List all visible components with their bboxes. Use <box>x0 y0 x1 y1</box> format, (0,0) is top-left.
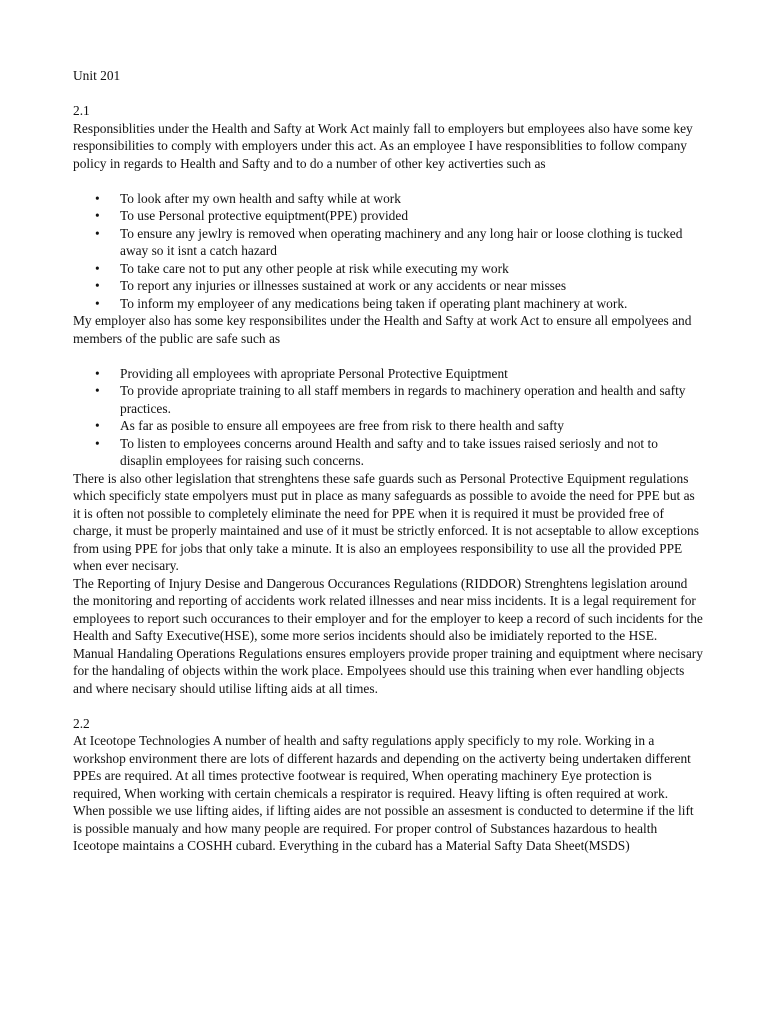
blank-line <box>73 85 703 103</box>
blank-line <box>73 172 703 190</box>
list-item: • Providing all employees with apropriate Personal Protective Equiptment <box>73 365 703 383</box>
manual-handling-paragraph: Manual Handaling Operations Regulations ensures employers provide proper training and equiptment where necisary for the handaling of objects within the work place. Empolyees should use this training when ever handling objects and where necisary should utilise lifting aids at all times. <box>73 645 703 696</box>
list-item: • To take care not to put any other people at risk while executing my work <box>73 260 703 278</box>
list-item: • To ensure any jewlry is removed when operating machinery and any long hair or loose clothing is tucked away so it isnt a catch hazard <box>73 225 703 260</box>
riddor-paragraph: The Reporting of Injury Desise and Dangerous Occurances Regulations (RIDDOR) Strenghtens legislation around the monitoring and reporting of accidents work related illnesses and near miss incidents. It is a legal requirement for employees to report such occurances to their employer and for the employer to keep a record of such incidents for the Health and Safty Executive(HSE), some more serios incidents should also be imidiately reported to the HSE. <box>73 575 703 643</box>
section-2-1-intro: Responsiblities under the Health and Safty at Work Act mainly fall to employers but employees also have some key responsibilities to comply with employers under this act. As an employee I have responsiblities to follow company policy in regards to Health and Safty and to do a number of other key activerties such as <box>73 120 693 171</box>
section-2-2-paragraph: At Iceotope Technologies A number of health and safty regulations apply specificly to my role. Working in a workshop environment there are lots of different hazards and depending on the activerty being undertaken different PPEs are required. At all times protective footwear is required, When operating machinery Eye protection is required, When working with certain chemicals a respirator is required. Heavy lifting is often required at work. When possible we use lifting aides, if lifting aides are not possible an assesment is conducted to determine if the lift is possible manualy and how many people are required. For proper control of Substances hazardous to health Iceotope maintains a COSHH cubard. Everything in the cubard has a Material Safty Data Sheet(MSDS) <box>73 733 694 853</box>
list-item: • To use Personal protective equiptment(PPE) provided <box>73 207 703 225</box>
list-item: • To listen to employees concerns around Health and safty and to take issues raised seriosly and not to disaplin employees for raising such concerns. <box>73 435 703 470</box>
section-number-2-1: 2.1 <box>73 103 90 118</box>
section-number-2-2: 2.2 <box>73 715 90 731</box>
document-page <box>73 67 703 855</box>
blank-line <box>73 347 703 365</box>
blank-line <box>73 697 703 715</box>
list-item: • As far as posible to ensure all empoyees are free from risk to there health and safty <box>73 417 703 435</box>
document-heading: Unit 201 <box>73 68 121 83</box>
list-item: • To report any injuries or illnesses sustained at work or any accidents or near misses <box>73 277 703 295</box>
list-item: • To provide apropriate training to all staff members in regards to machinery operation and health and safty practices. <box>73 382 703 417</box>
list-item: • To inform my employeer of any medications being taken if operating plant machinery at work. <box>73 295 703 313</box>
list-item: • To look after my own health and safty while at work <box>73 190 703 208</box>
ppe-regulations-paragraph: There is also other legislation that strenghtens these safe guards such as Personal Protective Equipment regulations which specificly state empolyers must put in place as many safeguards as possible to avoide the need for PPE but as it is often not possible to completely eliminate the need for PPE when it is required it must be provided free of charge, it must be properly maintained and use of it must be strictly enforced. It is not acseptable to allow exceptions from using PPE for jobs that only take a minute. It is also an employees responsibility to use all the provided PPE when ever necisary. <box>73 470 699 573</box>
employer-duties-list <box>73 365 703 470</box>
employee-duties-list <box>73 190 703 313</box>
employer-intro-paragraph: My employer also has some key responsibilites under the Health and Safty at work Act to ensure all empolyees and members of the public are safe such as <box>73 313 692 346</box>
